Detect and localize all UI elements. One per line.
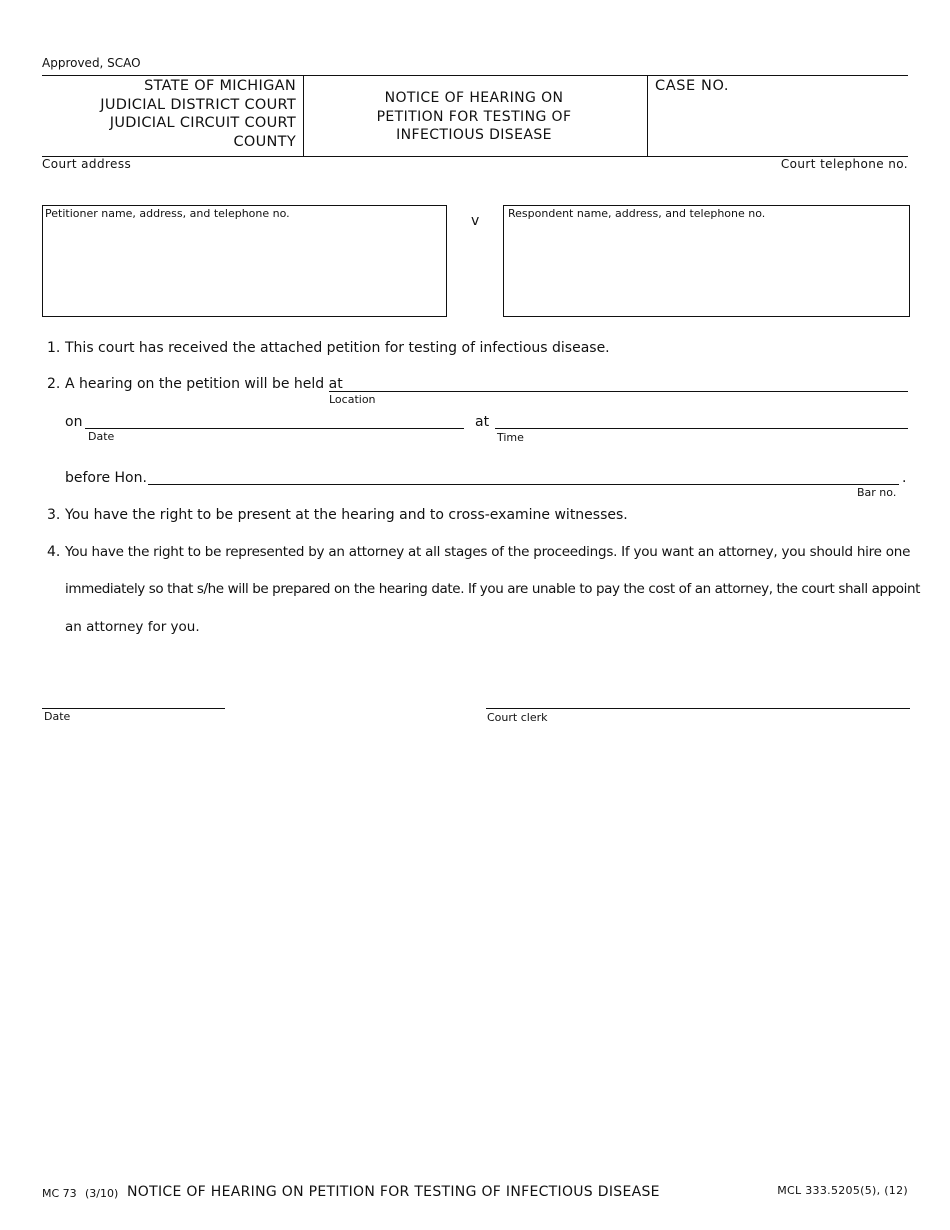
location-label: Location: [329, 393, 376, 406]
on-label: on: [65, 414, 83, 430]
judge-line-period: .: [902, 470, 907, 486]
item-number: 2.: [47, 376, 61, 392]
court-address-label: Court address: [42, 157, 132, 171]
header-top-rule: [42, 75, 908, 76]
signature-date-label: Date: [44, 710, 71, 723]
time-label: Time: [497, 431, 524, 444]
respondent-label: Respondent name, address, and telephone no.: [508, 207, 766, 220]
form-title-line: NOTICE OF HEARING ON: [384, 90, 564, 106]
item2-text: A hearing on the petition will be held at: [65, 376, 343, 392]
court-clerk-line[interactable]: [486, 708, 910, 709]
versus-text: v: [471, 213, 480, 229]
item1-text: This court has received the attached petition for testing of infectious disease.: [65, 340, 610, 356]
petitioner-label: Petitioner name, address, and telephone no.: [45, 207, 290, 220]
item4-line: You have the right to be represented by an attorney at all stages of the proceedings. If you want an attorney, you should hire one: [65, 544, 911, 560]
court-clerk-label: Court clerk: [487, 711, 548, 724]
case-no-field[interactable]: [652, 98, 902, 152]
petitioner-box[interactable]: [42, 205, 447, 317]
court-line: STATE OF MICHIGAN: [144, 78, 296, 94]
item4-line: an attorney for you.: [65, 619, 200, 635]
judge-field-line[interactable]: [148, 484, 899, 485]
court-line: JUDICIAL CIRCUIT COURT: [109, 115, 296, 132]
location-field-line[interactable]: [329, 391, 908, 392]
time-field-line[interactable]: [495, 428, 908, 429]
item-number: 4.: [47, 544, 61, 560]
form-code: MC 73: [42, 1187, 77, 1200]
form-title-block: [304, 89, 644, 145]
header-divider-right: [647, 75, 648, 156]
header-bottom-rule: [42, 156, 908, 157]
court-line: COUNTY: [233, 133, 296, 150]
court-line: JUDICIAL DISTRICT COURT: [100, 96, 296, 113]
item3-text: You have the right to be present at the hearing and to cross-examine witnesses.: [65, 507, 628, 523]
case-no-label: CASE NO.: [655, 78, 730, 94]
item-number: 1.: [47, 340, 61, 356]
form-title-line: INFECTIOUS DISEASE: [396, 127, 552, 144]
date-field-line[interactable]: [85, 428, 464, 429]
bar-no-label: Bar no.: [857, 486, 897, 499]
signature-date-line[interactable]: [42, 708, 225, 709]
item4-line: immediately so that s/he will be prepared on the hearing date. If you are unable to pay the cost of an attorney, the court shall appoint: [65, 581, 921, 597]
court-name-block: [42, 77, 296, 151]
approval-text: Approved, SCAO: [42, 56, 141, 70]
item-number: 3.: [47, 507, 61, 523]
respondent-box[interactable]: [503, 205, 910, 317]
statute-reference: MCL 333.5205(5), (12): [777, 1184, 908, 1197]
form-title-line: PETITION FOR TESTING OF: [376, 108, 572, 125]
form-revision: (3/10): [85, 1187, 119, 1200]
date-label: Date: [88, 430, 115, 443]
before-hon-label: before Hon.: [65, 470, 147, 486]
court-telephone-label: Court telephone no.: [780, 157, 908, 171]
at-label: at: [475, 414, 490, 430]
footer-title: NOTICE OF HEARING ON PETITION FOR TESTING OF INFECTIOUS DISEASE: [127, 1184, 660, 1200]
